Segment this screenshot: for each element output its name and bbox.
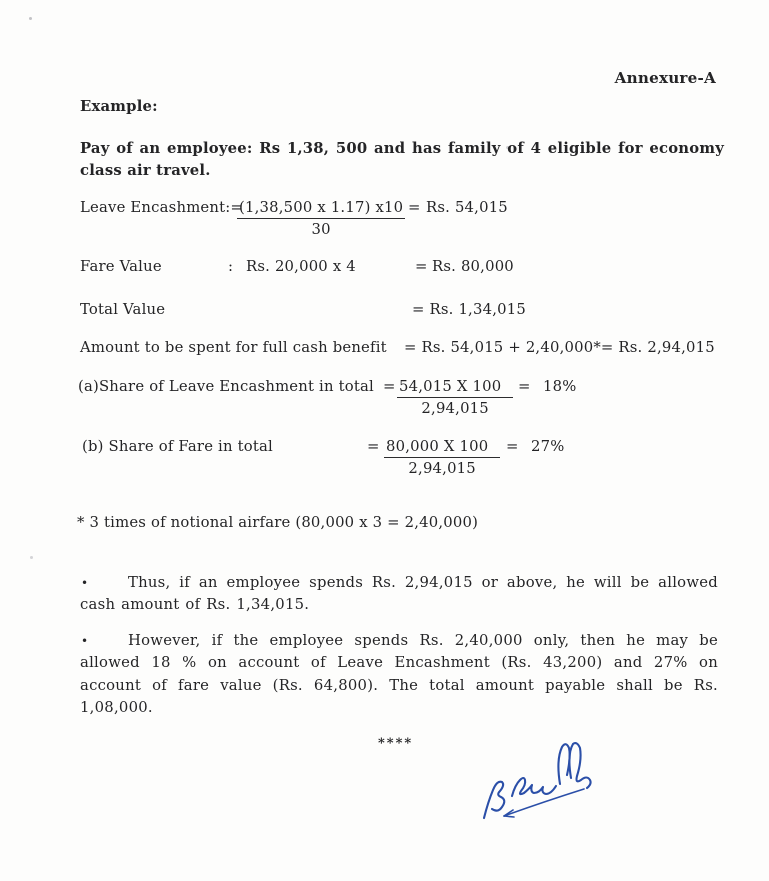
total-value-result: = Rs. 1,34,015 bbox=[412, 301, 526, 318]
fare-value-label: Fare Value bbox=[80, 258, 162, 275]
bullet-paragraph-spend-above: Thus, if an employee spends Rs. 2,94,015 or above, he will be allowed cash amount of Rs. 1,34,015. bbox=[80, 574, 718, 614]
total-value-label: Total Value bbox=[80, 301, 166, 318]
example-label: Example: bbox=[80, 98, 158, 115]
equals-sign: = bbox=[518, 378, 531, 395]
bullet-icon: • bbox=[81, 576, 89, 590]
bullet-icon: • bbox=[81, 634, 89, 648]
fraction-numerator: 80,000 X 100 bbox=[384, 438, 500, 458]
equals-sign: = bbox=[367, 438, 380, 455]
share-fare-label: (b) Share of Fare in total bbox=[82, 438, 273, 455]
colon-separator: : bbox=[228, 258, 234, 275]
full-cash-benefit-result: = Rs. 54,015 + 2,40,000*= Rs. 2,94,015 bbox=[404, 339, 715, 356]
fare-value-expression: Rs. 20,000 x 4 bbox=[246, 258, 356, 275]
handwritten-signature-image bbox=[468, 740, 678, 850]
fraction-denominator: 2,94,015 bbox=[421, 400, 489, 417]
annexure-heading: Annexure-A bbox=[614, 69, 716, 87]
scan-noise-dot bbox=[29, 17, 32, 20]
leave-encashment-result: Rs. 54,015 bbox=[426, 199, 508, 216]
share-leave-encashment-label: (a)Share of Leave Encashment in total bbox=[78, 378, 374, 395]
leave-encashment-fraction bbox=[237, 199, 405, 238]
airfare-footnote: * 3 times of notional airfare (80,000 x 3 = 2,40,000) bbox=[77, 514, 479, 531]
fraction-numerator: (1,38,500 x 1.17) x10 bbox=[237, 199, 405, 219]
equals-sign: = bbox=[415, 258, 428, 275]
share-leave-encashment-fraction bbox=[397, 378, 513, 417]
scan-noise-dot bbox=[30, 556, 33, 559]
fraction-denominator: 2,94,015 bbox=[408, 460, 476, 477]
share-fare-result: 27% bbox=[531, 438, 565, 455]
bullet-paragraph-spend-only: However, if the employee spends Rs. 2,40,000 only, then he may be allowed 18 % on account of Leave Encashment (Rs. 43,200) and 27% on account of fare value (Rs. 64,800). The total amount payable shall be Rs. 1,08,000. bbox=[80, 632, 718, 716]
intro-paragraph: Pay of an employee: Rs 1,38, 500 and has family of 4 eligible for economy class air travel. bbox=[80, 140, 724, 180]
equals-sign: = bbox=[383, 378, 396, 395]
equals-sign: = bbox=[506, 438, 519, 455]
share-fare-fraction bbox=[384, 438, 500, 477]
end-of-document-mark: **** bbox=[378, 736, 414, 751]
full-cash-benefit-label: Amount to be spent for full cash benefit bbox=[80, 339, 387, 356]
fraction-numerator: 54,015 X 100 bbox=[397, 378, 513, 398]
share-leave-encashment-result: 18% bbox=[543, 378, 577, 395]
signature-ink bbox=[484, 743, 591, 818]
fraction-denominator: 30 bbox=[311, 221, 331, 238]
fare-value-result: Rs. 80,000 bbox=[432, 258, 514, 275]
leave-encashment-label: Leave Encashment:= bbox=[80, 199, 244, 216]
equals-sign: = bbox=[408, 199, 421, 216]
